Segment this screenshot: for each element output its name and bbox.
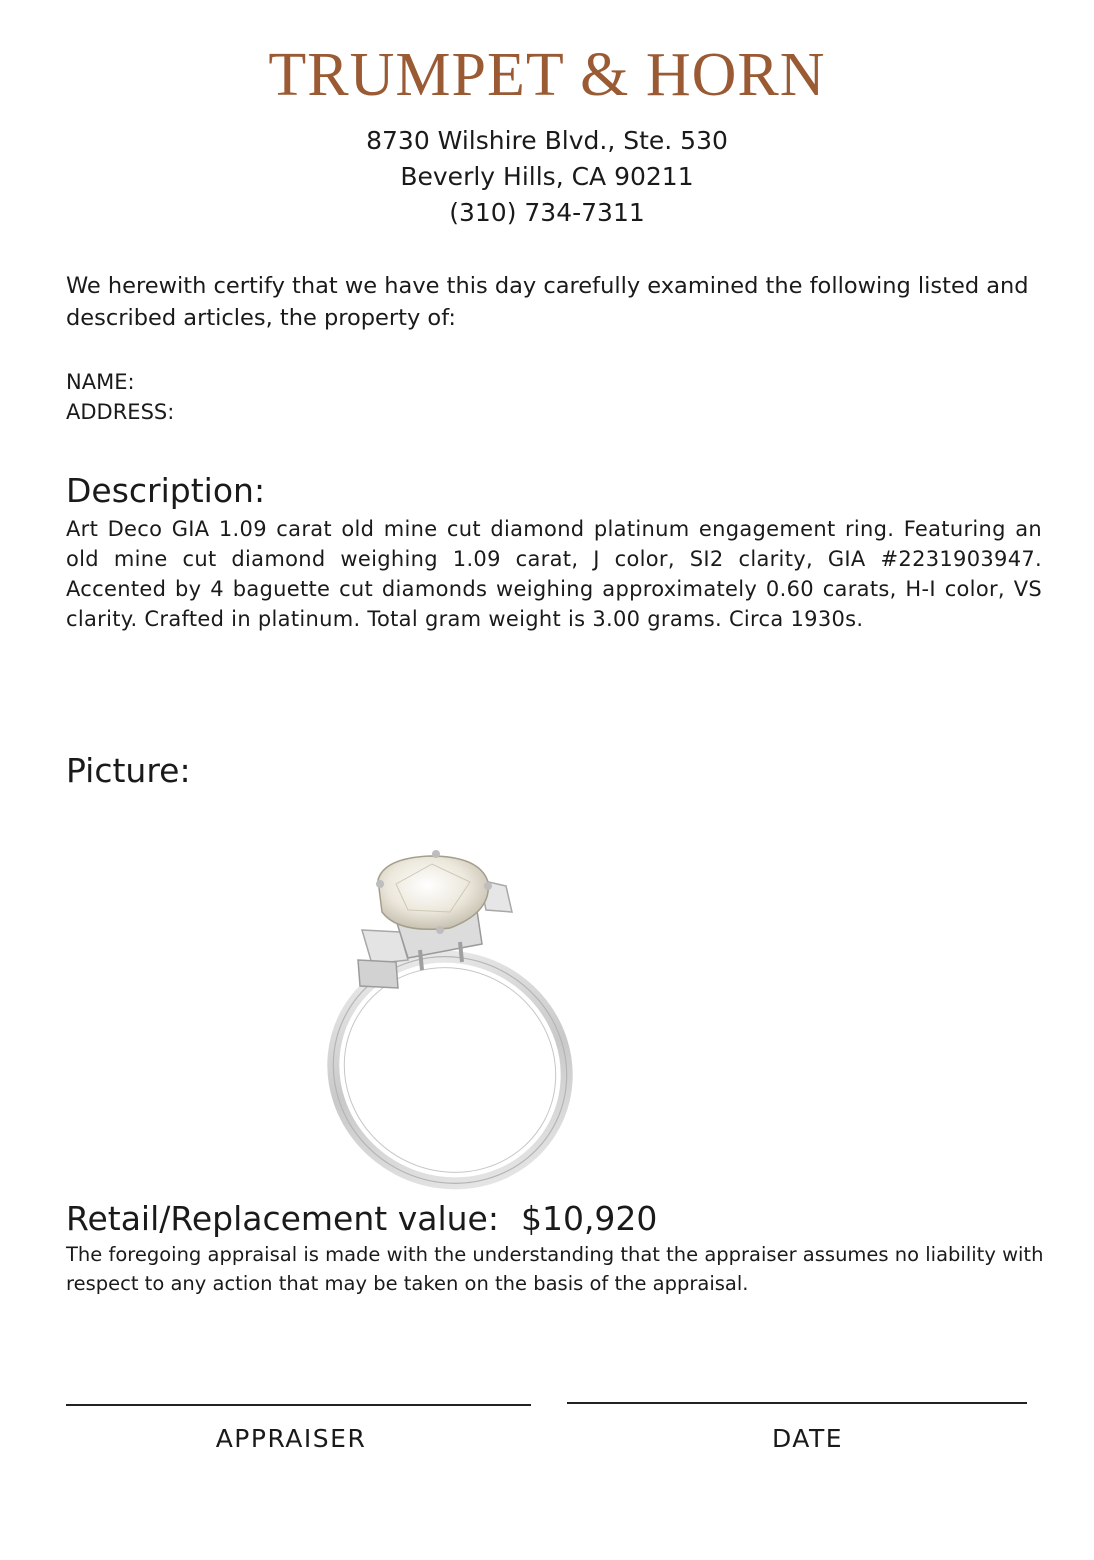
appraiser-signature-line: [66, 1404, 531, 1406]
brand-logo: TRUMPET & HORN: [268, 41, 826, 109]
appraiser-label: APPRAISER: [215, 1424, 367, 1453]
phone-number: (310) 734-7311: [449, 198, 645, 227]
date-label: DATE: [771, 1424, 844, 1453]
address-line-2: Beverly Hills, CA 90211: [400, 162, 694, 191]
address-label: ADDRESS:: [66, 400, 175, 424]
diamond-ring-photo: [300, 840, 610, 1190]
certification-text: We herewith certify that we have this day carefully examined the following listed and described articles, the property of:: [66, 273, 1029, 331]
name-label: NAME:: [66, 370, 135, 394]
description-heading: Description:: [66, 471, 266, 510]
address-line-1: 8730 Wilshire Blvd., Ste. 530: [366, 126, 728, 155]
valuation-row: [66, 1198, 657, 1240]
picture-heading: Picture:: [66, 751, 191, 790]
date-signature-line: [567, 1402, 1027, 1404]
valuation-amount: $10,920: [520, 1199, 658, 1238]
description-text: Art Deco GIA 1.09 carat old mine cut diamond platinum engagement ring. Featuring an old mine cut diamond weighing 1.09 carat, J color, SI2 clarity, GIA #2231903947. Accented by 4 baguette cut diamonds weighing approximately 0.60 carats, H-I color, VS clarity. Crafted in platinum. Total gram weight is 3.00 grams. Circa 1930s.: [66, 517, 1042, 631]
valuation-label: Retail/Replacement value:: [66, 1199, 499, 1238]
disclaimer-text: The foregoing appraisal is made with the understanding that the appraiser assumes no liability with respect to any action that may be taken on the basis of the appraisal.: [66, 1243, 1044, 1295]
